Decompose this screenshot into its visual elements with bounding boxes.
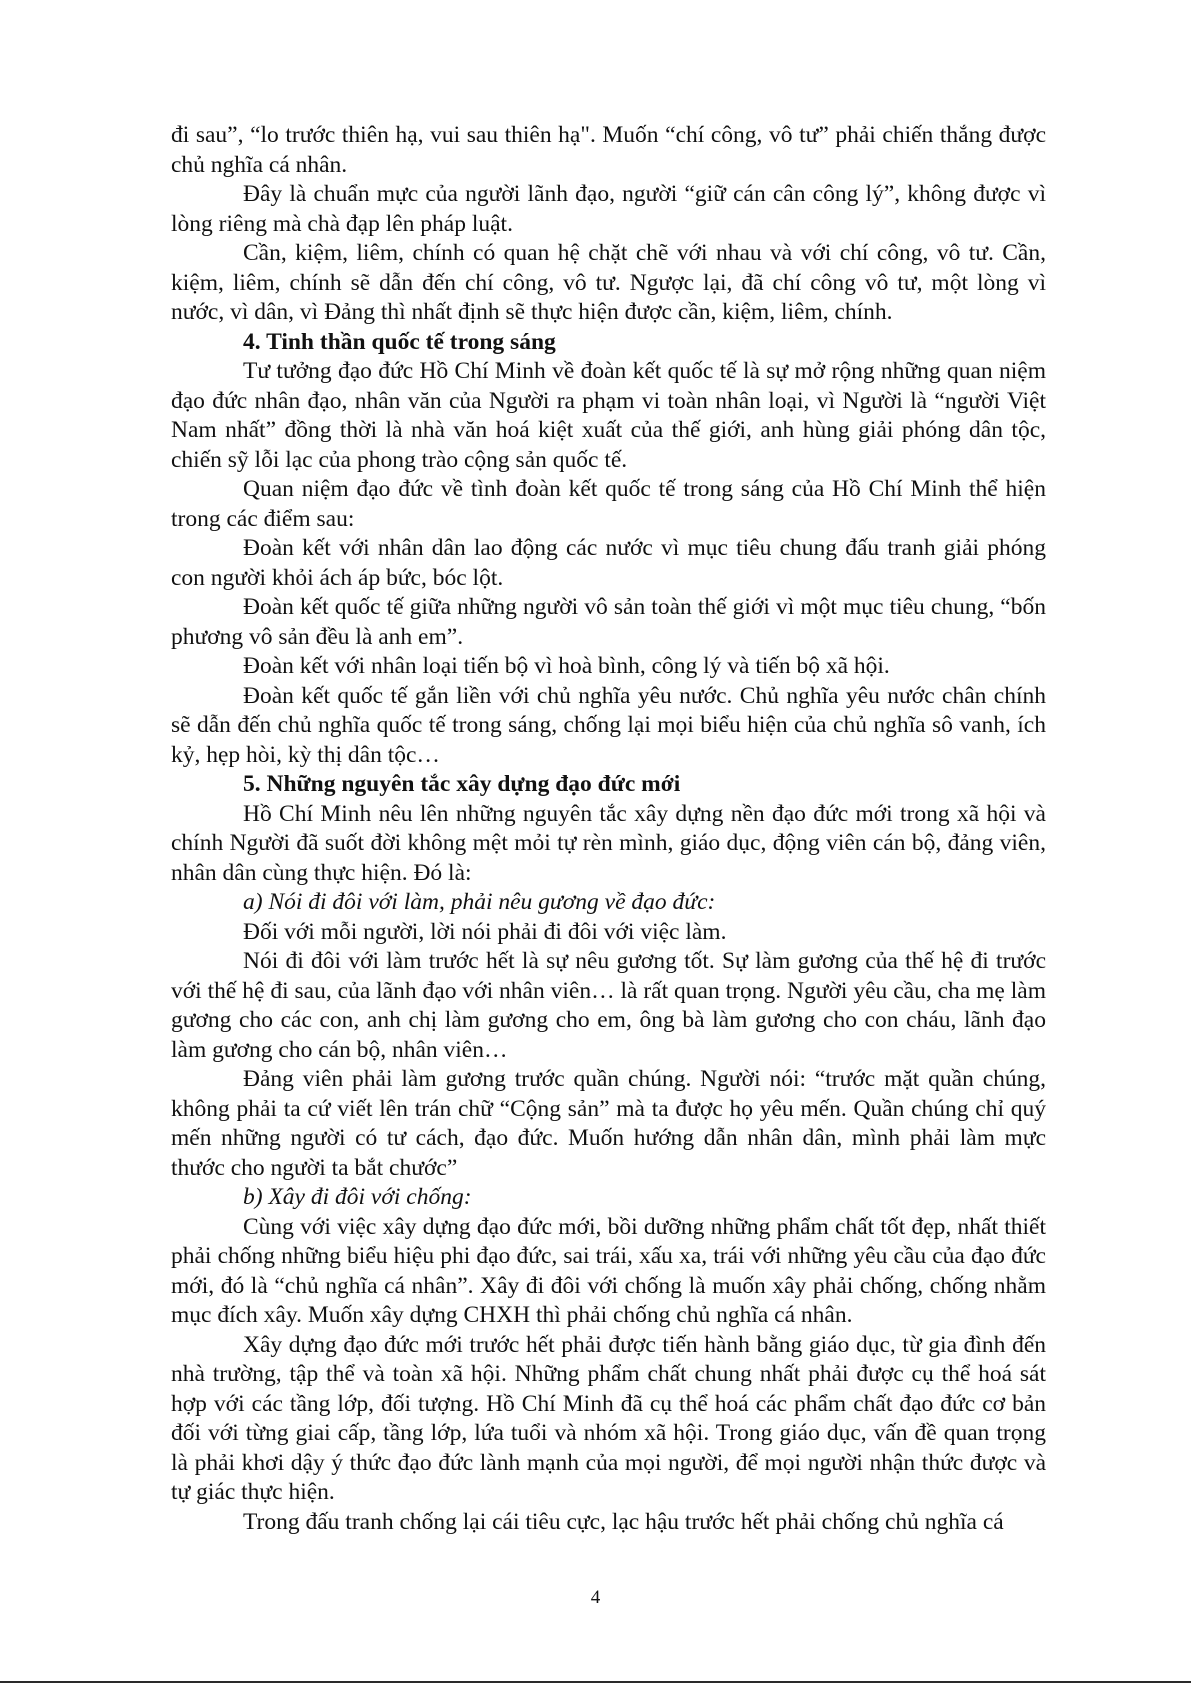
paragraph: Đảng viên phải làm gương trước quần chúng. Người nói: “trước mặt quần chúng, không phải ta cứ viết lên trán chữ “Cộng sản” mà ta được họ yêu mến. Quần chúng chỉ quý mến những người có tư cách, đạo đức. Muốn hướng dẫn nhân dân, mình phải làm mực thước cho người ta bắt chước” xyxy=(171,1066,1046,1181)
body-text xyxy=(171,121,1046,1537)
paragraph: Đoàn kết quốc tế giữa những người vô sản toàn thế giới vì một mục tiêu chung, “bốn phương vô sản đều là anh em”. xyxy=(171,594,1046,650)
paragraph: Hồ Chí Minh nêu lên những nguyên tắc xây dựng nền đạo đức mới trong xã hội và chính Người đã suốt đời không mệt mỏi tự rèn mình, giáo dục, động viên cán bộ, đảng viên, nhân dân cùng thực hiện. Đó là: xyxy=(171,800,1046,886)
paragraph: Tư tưởng đạo đức Hồ Chí Minh về đoàn kết quốc tế là sự mở rộng những quan niệm đạo đức nhân đạo, nhân văn của Người ra phạm vi toàn nhân loại, vì Người là “người Việt Nam nhất” đồng thời là nhà văn hoá kiệt xuất của thế giới, anh hùng giải phóng dân tộc, chiến sỹ lỗi lạc của phong trào cộng sản quốc tế. xyxy=(171,358,1046,473)
paragraph: Đây là chuẩn mực của người lãnh đạo, người “giữ cán cân công lý”, không được vì lòng riêng mà chà đạp lên pháp luật. xyxy=(171,181,1046,237)
paragraph: Nói đi đôi với làm trước hết là sự nêu gương tốt. Sự làm gương của thế hệ đi trước với thế hệ đi sau, của lãnh đạo với nhân viên… là rất quan trọng. Người yêu cầu, cha mẹ làm gương cho các con, anh chị làm gương cho em, ông bà làm gương cho con cháu, lãnh đạo làm gương cho cán bộ, nhân viên… xyxy=(171,948,1046,1063)
paragraph: Đoàn kết quốc tế gắn liền với chủ nghĩa yêu nước. Chủ nghĩa yêu nước chân chính sẽ dẫn đến chủ nghĩa quốc tế trong sáng, chống lại mọi biểu hiện của chủ nghĩa sô vanh, ích kỷ, hẹp hòi, kỳ thị dân tộc… xyxy=(171,682,1046,768)
paragraph: Cùng với việc xây dựng đạo đức mới, bồi dưỡng những phẩm chất tốt đẹp, nhất thiết phải chống những biểu hiệu phi đạo đức, sai trái, xấu xa, trái với những yêu cầu của đạo đức mới, đó là “chủ nghĩa cá nhân”. Xây đi đôi với chống là muốn xây phải chống, chống nhằm mục đích xây. Muốn xây dựng CHXH thì phải chống chủ nghĩa cá nhân. xyxy=(171,1213,1046,1328)
paragraph-truncated: Trong đấu tranh chống lại cái tiêu cực, lạc hậu trước hết phải chống chủ nghĩa cá xyxy=(243,1508,1004,1535)
page-number: 4 xyxy=(590,1587,601,1608)
paragraph-continued: đi sau”, “lo trước thiên hạ, vui sau thiên hạ". Muốn “chí công, vô tư” phải chiến thắng được chủ nghĩa cá nhân. xyxy=(171,122,1046,178)
subsection-heading-a: a) Nói đi đôi với làm, phải nêu gương về đạo đức: xyxy=(243,889,716,915)
paragraph: Đối với mỗi người, lời nói phải đi đôi với việc làm. xyxy=(243,918,727,945)
paragraph: Đoàn kết với nhân loại tiến bộ vì hoà bình, công lý và tiến bộ xã hội. xyxy=(243,653,890,679)
paragraph: Quan niệm đạo đức về tình đoàn kết quốc tế trong sáng của Hồ Chí Minh thể hiện trong các điểm sau: xyxy=(171,476,1046,532)
scan-edge-line xyxy=(0,1681,1191,1683)
section-heading-5: 5. Những nguyên tắc xây dựng đạo đức mới xyxy=(243,771,681,797)
section-heading-4: 4. Tinh thần quốc tế trong sáng xyxy=(243,328,556,355)
subsection-heading-b: b) Xây đi đôi với chống: xyxy=(243,1184,472,1210)
paragraph: Cần, kiệm, liêm, chính có quan hệ chặt chẽ với nhau và với chí công, vô tư. Cần, kiệm, liêm, chính sẽ dẫn đến chí công, vô tư. Ngược lại, đã chí công vô tư, một lòng vì nước, vì dân, vì Đảng thì nhất định sẽ thực hiện được cần, kiệm, liêm, chính. xyxy=(171,240,1046,325)
paragraph: Đoàn kết với nhân dân lao động các nước vì mục tiêu chung đấu tranh giải phóng con người khỏi ách áp bức, bóc lột. xyxy=(171,535,1046,591)
paragraph: Xây dựng đạo đức mới trước hết phải được tiến hành bằng giáo dục, từ gia đình đến nhà trường, tập thể và toàn xã hội. Những phẩm chất chung nhất phải được cụ thể hoá sát hợp với các tầng lớp, đối tượng. Hồ Chí Minh đã cụ thể hoá các phẩm chất đạo đức cơ bản đối với từng giai cấp, tầng lớp, lứa tuổi và nhóm xã hội. Trong giáo dục, vấn đề quan trọng là phải khơi dậy ý thức đạo đức lành mạnh của mọi người, để mọi người nhận thức được và tự giác thực hiện. xyxy=(171,1331,1046,1505)
